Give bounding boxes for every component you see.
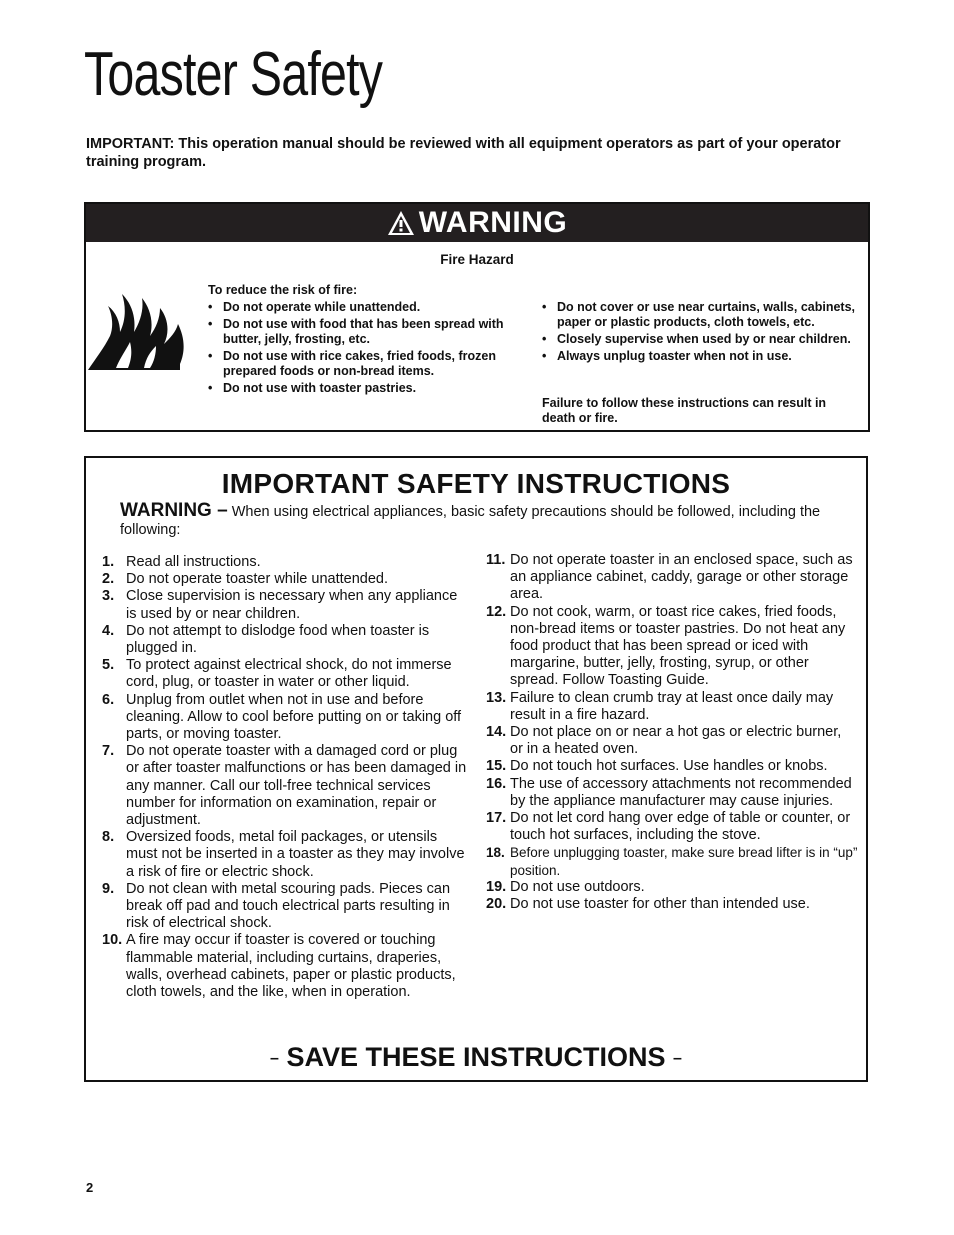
list-item [486, 879, 858, 896]
list-item [486, 758, 858, 775]
warning-header [86, 204, 868, 242]
list-item [486, 690, 858, 724]
warning-list-left [208, 300, 528, 398]
list-item [486, 810, 858, 844]
item-text: Do not touch hot surfaces. Use handles or knobs. [510, 758, 828, 775]
list-item: • Do not cover or use near curtains, walls, cabinets, paper or plastic products, cloth towels, etc. [542, 300, 862, 330]
item-text: Oversized foods, metal foil packages, or utensils must not be inserted in a toaster as they may involve a risk of fire or electric shock. [126, 829, 465, 880]
flame-icon [86, 288, 196, 372]
item-text: Do not operate toaster with a damaged cord or plug or after toaster malfunctions or has been damaged in any manner. Call our toll-free technical services number for information on examination, repair or adjustment. [126, 743, 467, 829]
item-text: Do not cook, warm, or toast rice cakes, fried foods, non-bread items or toaster pastries. Do not heat any food product that has been spread or iced with margarine, butter, jelly, frosting, syrup, or other spread. Follow Toasting Guide. [510, 603, 846, 689]
warning-intro [120, 502, 860, 539]
list-item [102, 623, 468, 657]
item-number: 4. [102, 622, 115, 639]
page-title: Toaster Safety [84, 40, 383, 109]
reduce-risk-label: To reduce the risk of fire: [208, 283, 358, 297]
important-note: IMPORTANT: This operation manual should be reviewed with all equipment operators as part of your operator training program. [86, 136, 841, 170]
item-text: Do not let cord hang over edge of table or counter, or touch hot surfaces, including the stove. [510, 810, 851, 844]
item-text: Do not place on or near a hot gas or electric burner, or in a heated oven. [510, 724, 842, 758]
list-item [102, 554, 468, 571]
item-text: Do not attempt to dislodge food when toaster is plugged in. [126, 622, 430, 657]
list-item [102, 588, 468, 622]
list-item: • Do not use with toaster pastries. [208, 381, 528, 396]
save-instructions-heading [86, 1042, 866, 1073]
item-text: Do not operate toaster while unattended. [126, 571, 388, 588]
item-number: 13. [486, 689, 507, 706]
list-item [102, 571, 468, 588]
list-item [486, 844, 858, 878]
item-text: To protect against electrical shock, do not immerse cord, plug, or toaster in water or other liquid. [126, 657, 452, 691]
list-item: • Do not operate while unattended. [208, 300, 528, 315]
item-number: 15. [486, 758, 507, 775]
item-number: 18. [486, 845, 505, 861]
fire-hazard-label: Fire Hazard [440, 252, 514, 267]
list-item [102, 932, 468, 1001]
list-item [486, 724, 858, 758]
item-number: 3. [102, 588, 115, 605]
safety-title: IMPORTANT SAFETY INSTRUCTIONS [221, 468, 731, 499]
item-text: Failure to clean crumb tray at least once daily may result in a fire hazard. [510, 689, 834, 723]
item-number: 9. [102, 880, 115, 897]
item-number: 12. [486, 603, 507, 620]
item-text: Unplug from outlet when not in use and before cleaning. Allow to cool before putting on or taking off parts, or moving toaster. [126, 691, 462, 743]
list-item: • Always unplug toaster when not in use. [542, 349, 862, 364]
item-text: Do not operate toaster in an enclosed space, such as an appliance cabinet, caddy, garage or other storage area. [510, 552, 853, 603]
item-text: The use of accessory attachments not recommended by the appliance manufacturer may cause injuries. [510, 775, 852, 809]
warning-intro-label: WARNING – [120, 500, 228, 521]
list-item [102, 881, 468, 933]
save-dash-left: – [270, 1049, 279, 1067]
safety-instructions-box [84, 456, 868, 1082]
item-text: Read all instructions. [126, 554, 261, 570]
item-text: A fire may occur if toaster is covered or touching flammable material, including curtains, draperies, walls, overhead cabinets, paper or plastic products, cloth towels, and the like, when in operation. [126, 932, 456, 1001]
warning-triangle-icon [387, 210, 415, 236]
list-item [102, 743, 468, 829]
item-number: 20. [486, 896, 507, 913]
list-item: • Closely supervise when used by or near children. [542, 332, 862, 347]
list-item [486, 552, 858, 604]
item-number: 5. [102, 657, 115, 674]
save-text: SAVE THESE INSTRUCTIONS [286, 1042, 666, 1072]
list-item [486, 776, 858, 810]
item-text: Do not use outdoors. [510, 878, 645, 895]
item-number: 16. [486, 775, 507, 792]
save-dash-right: – [673, 1049, 682, 1067]
list-item [102, 692, 468, 744]
item-text: Close supervision is necessary when any appliance is used by or near children. [126, 588, 458, 622]
list-item [102, 829, 468, 881]
instructions-list-right [486, 552, 858, 913]
failure-notice: Failure to follow these instructions can result in death or fire. [542, 396, 827, 425]
item-number: 6. [102, 691, 115, 708]
list-item: • Do not use with rice cakes, fried foods, frozen prepared foods or non-bread items. [208, 349, 528, 379]
warning-header-label: WARNING [418, 206, 568, 239]
list-item: • Do not use with food that has been spread with butter, jelly, frosting, etc. [208, 317, 528, 347]
fire-warning-box [84, 202, 870, 432]
list-item [102, 657, 468, 691]
item-number: 10. [102, 932, 123, 949]
item-number: 8. [102, 829, 115, 846]
instructions-list-left [102, 554, 468, 1001]
list-item [486, 604, 858, 690]
item-text: Do not use toaster for other than intended use. [510, 896, 810, 913]
item-number: 2. [102, 571, 115, 588]
item-number: 11. [486, 552, 506, 568]
list-item [486, 896, 858, 913]
item-text: Do not clean with metal scouring pads. Pieces can break off pad and touch electrical parts resulting in risk of electrical shock. [126, 880, 451, 932]
item-number: 7. [102, 743, 115, 760]
item-text: Before unplugging toaster, make sure bread lifter is in “up” position. [510, 845, 858, 878]
warning-intro-text: When using electrical appliances, basic safety precautions should be followed, including the following: [120, 504, 821, 538]
item-number: 14. [486, 724, 507, 741]
item-number: 1. [102, 554, 115, 570]
item-number: 17. [486, 810, 507, 827]
warning-list-right [542, 300, 862, 366]
page-number: 2 [86, 1180, 94, 1195]
item-number: 19. [486, 878, 507, 895]
